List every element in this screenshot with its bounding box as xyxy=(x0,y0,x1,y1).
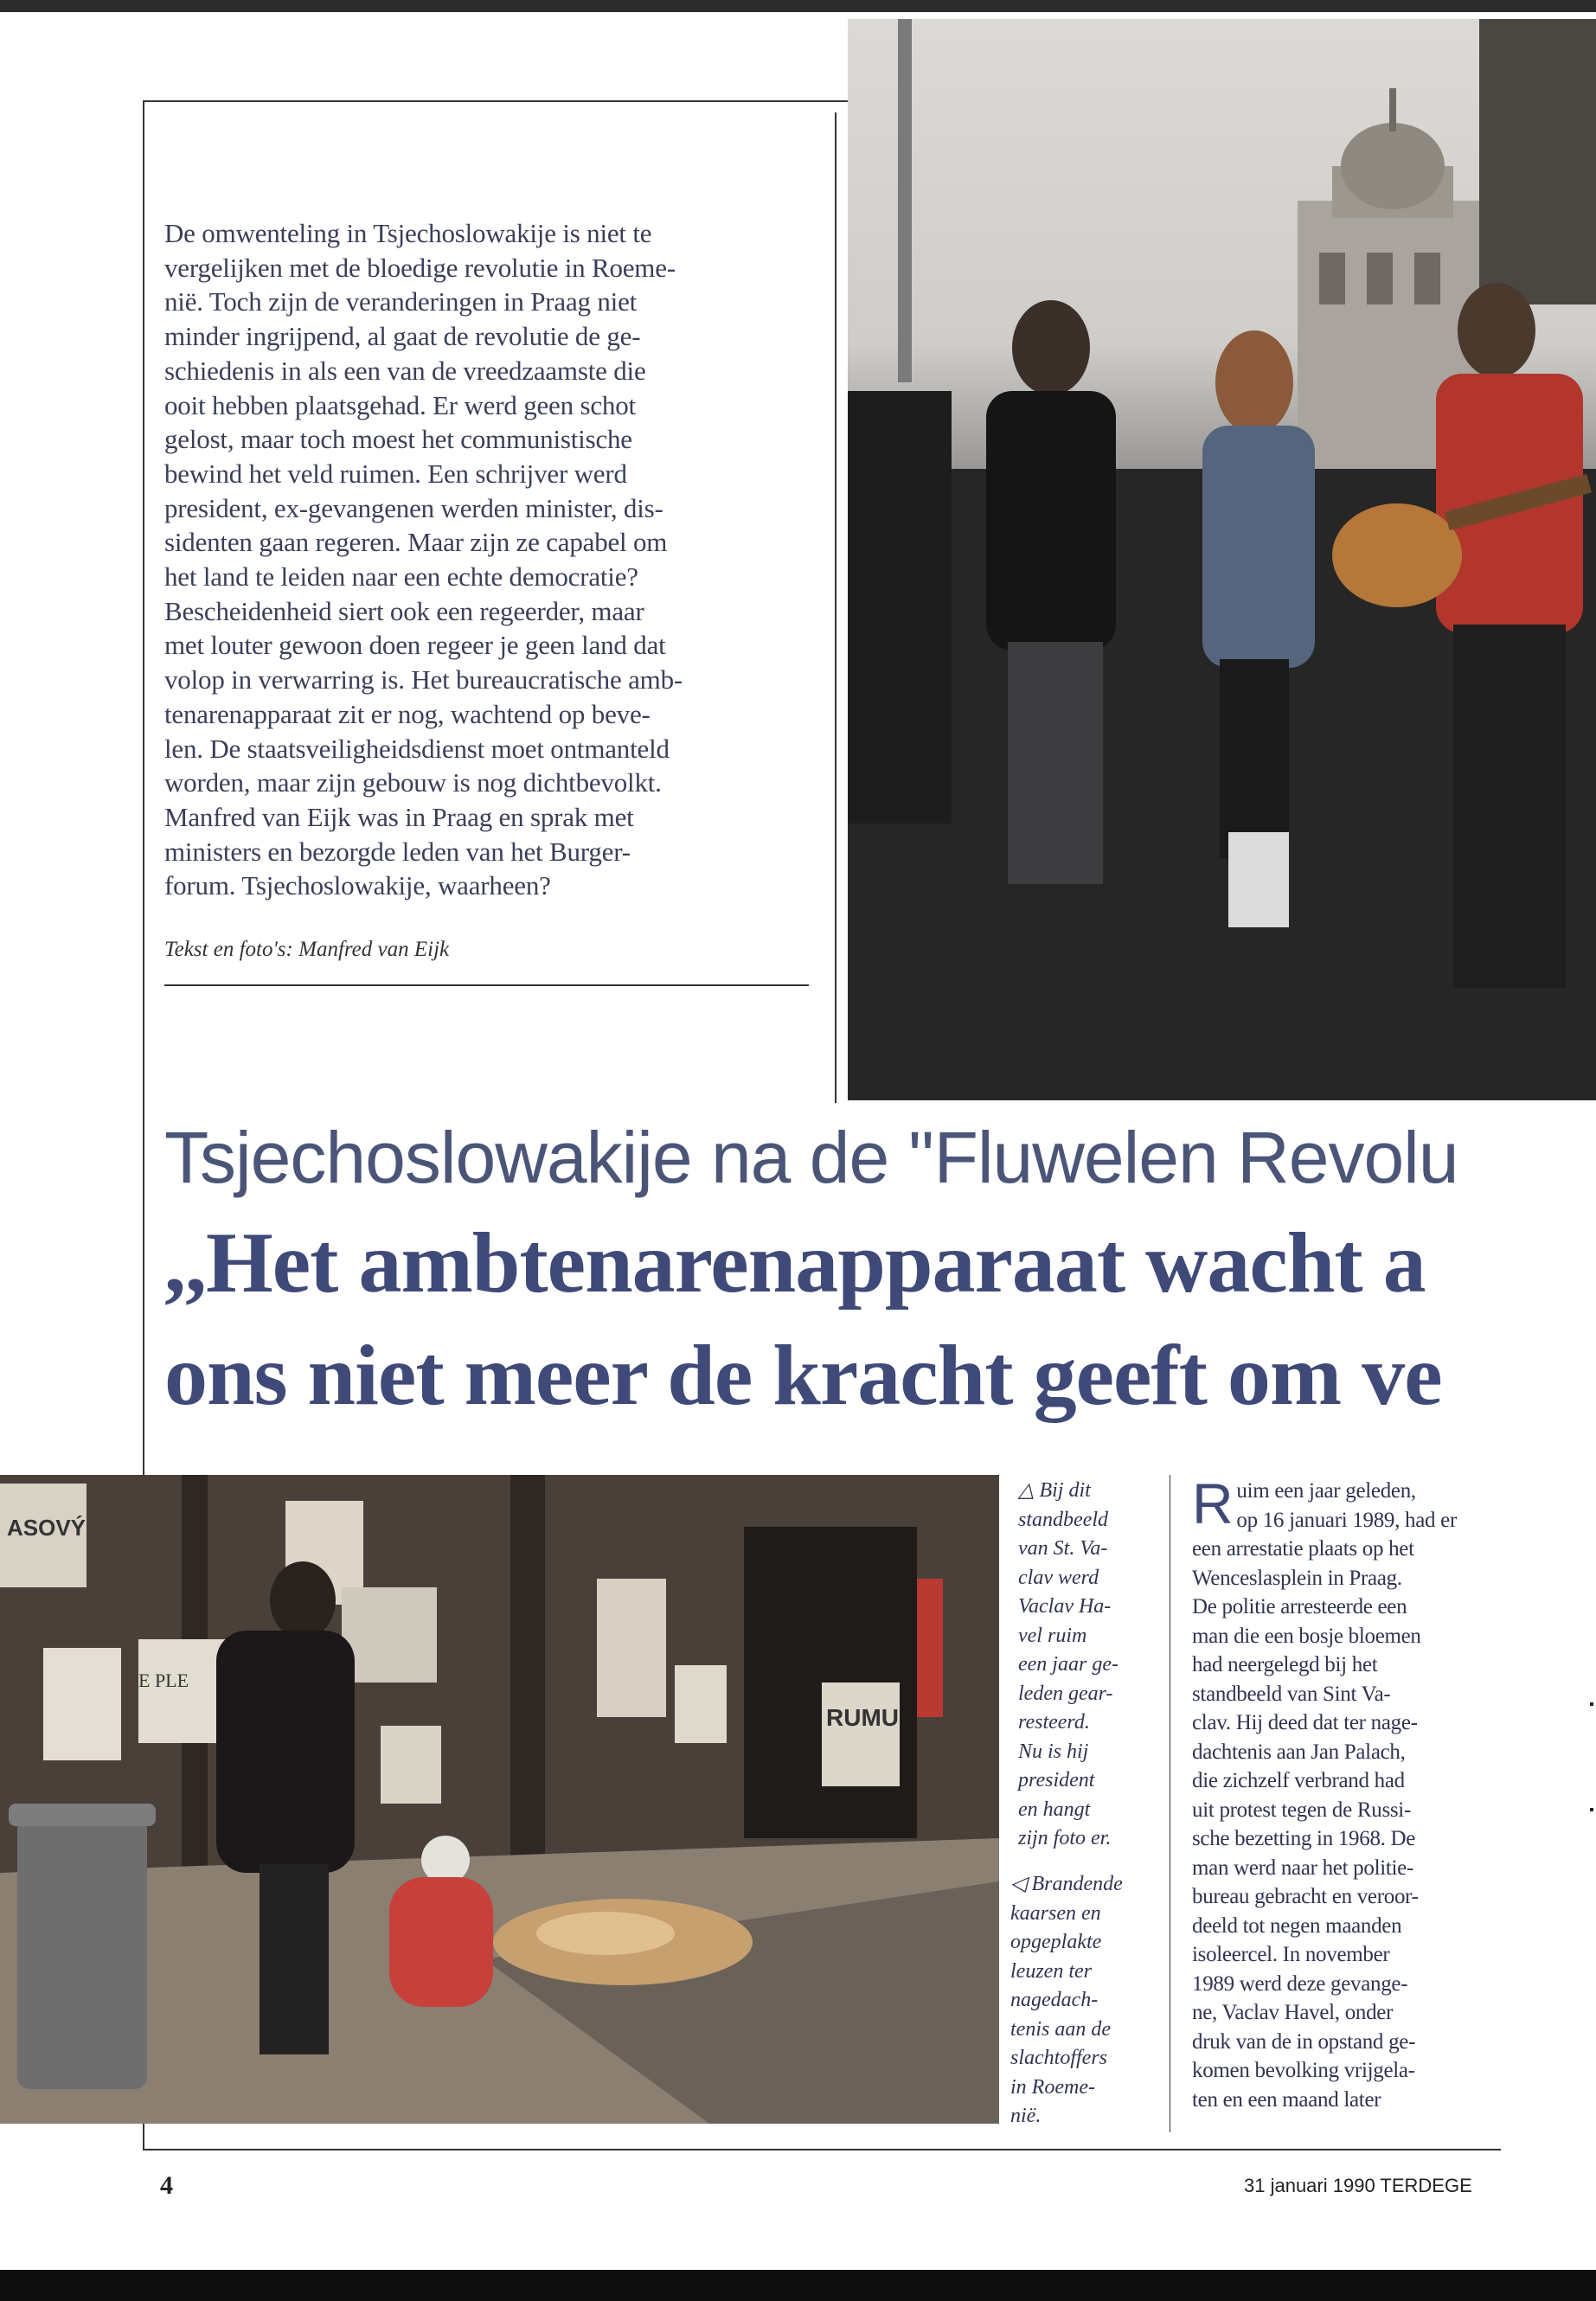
body-line: clav. Hij deed dat ter nage- xyxy=(1192,1711,1418,1734)
caption-line: een jaar ge- xyxy=(1018,1653,1118,1676)
caption-line: vel ruim xyxy=(1018,1624,1087,1647)
body-line: komen bevolking vrijgela- xyxy=(1192,2059,1415,2082)
intro-line: president, ex-gevangenen werden minister, dis- xyxy=(164,492,663,523)
intro-line: sidenten gaan regeren. Maar zijn ze capabel om xyxy=(164,527,668,558)
intro-line: volop in verwarring is. Het bureaucratische amb- xyxy=(164,664,683,695)
caption-line: Vaclav Ha- xyxy=(1018,1595,1112,1618)
caption-line: tenis aan de xyxy=(1010,2017,1111,2041)
poster-text: RUMU xyxy=(826,1704,899,1731)
caption-line: kaarsen en xyxy=(1010,1901,1101,1925)
intro-line: forum. Tsjechoslowakije, waarheen? xyxy=(164,870,551,901)
photo-wenceslas-square xyxy=(848,19,1596,1100)
caption-line: in Roeme- xyxy=(1010,2075,1095,2099)
body-line: Wenceslasplein in Praag. xyxy=(1192,1566,1402,1590)
body-line: sche bezetting in 1968. De xyxy=(1192,1827,1416,1850)
headline-line-1: ,,Het ambtenarenapparaat wacht a xyxy=(164,1215,1426,1311)
intro-line: tenarenapparaat zit er nog, wachtend op beve- xyxy=(164,698,651,729)
intro-line: minder ingrijpend, al gaat de revolutie de ge- xyxy=(164,321,641,352)
headline-line-2: ons niet meer de kracht geeft om ve xyxy=(164,1327,1442,1423)
body-line: een arrestatie plaats op het xyxy=(1192,1537,1414,1561)
intro-line: nië. Toch zijn de veranderingen in Praag niet xyxy=(164,286,638,317)
intro-text xyxy=(164,216,809,903)
drop-cap: R xyxy=(1192,1471,1234,1535)
top-border xyxy=(0,0,1596,12)
intro-line: vergelijken met de bloedige revolutie in Roeme- xyxy=(164,252,676,283)
article-kicker: Tsjechoslowakije na de ''Fluwelen Revolu xyxy=(164,1117,1458,1198)
body-line: op 16 januari 1989, had er xyxy=(1236,1508,1458,1532)
body-line: uim een jaar geleden, xyxy=(1236,1479,1416,1503)
body-line: druk van de in opstand ge- xyxy=(1192,2029,1416,2054)
caption-line: nië. xyxy=(1010,2105,1042,2127)
body-line: standbeeld van Sint Va- xyxy=(1192,1682,1391,1706)
page-number: 4 xyxy=(160,2171,173,2200)
body-line: 1989 werd deze gevange- xyxy=(1192,1971,1408,1996)
caption-line: clav werd xyxy=(1018,1566,1099,1589)
intro-line: met louter gewoon doen regeer je geen land dat xyxy=(164,630,666,661)
poster-text: E PLE xyxy=(138,1670,189,1691)
photo-wenceslas-square-drawing xyxy=(848,19,1596,1100)
intro-line: Bescheidenheid siert ook een regeerder, maar xyxy=(164,595,644,626)
caption-line: resteerd. xyxy=(1018,1711,1090,1734)
caption-line: zijn foto er. xyxy=(1018,1827,1112,1849)
photo-memorial-candles xyxy=(0,1475,999,2124)
body-line: uit protest tegen de Russi- xyxy=(1192,1798,1411,1822)
caption-line: opgeplakte xyxy=(1010,1931,1102,1953)
caption-candles xyxy=(1010,1870,1157,2131)
caption-line: nagedach- xyxy=(1010,1989,1099,2011)
body-line: die zichzelf verbrand had xyxy=(1192,1769,1405,1792)
intro-line: ooit hebben plaatsgehad. Er werd geen schot xyxy=(164,389,636,420)
caption-line: leden gear- xyxy=(1018,1682,1113,1705)
intro-line: schiedenis in als een van de vreedzaamste die xyxy=(164,355,646,386)
intro-line: ministers en bezorgde leden van het Burger- xyxy=(164,836,631,867)
body-line: had neergelegd bij het xyxy=(1192,1653,1378,1676)
intro-line: worden, maar zijn gebouw is nog dichtbevolkt. xyxy=(164,767,662,798)
issue-footer: 31 januari 1990 TERDEGE xyxy=(1244,2175,1472,2196)
body-line: isoleercel. In november xyxy=(1192,1943,1390,1966)
frame-line-left xyxy=(143,100,144,1476)
intro-line: De omwenteling in Tsjechoslowakije is niet te xyxy=(164,218,652,248)
body-line: man die een bosje bloemen xyxy=(1192,1624,1421,1648)
caption-line: president xyxy=(1018,1769,1095,1791)
body-line: deeld tot negen maanden xyxy=(1192,1913,1402,1938)
intro-line: gelost, maar toch moest het communistische xyxy=(164,424,632,455)
caption-line: ◁ Brandende xyxy=(1010,1873,1123,1895)
credit-rule xyxy=(164,984,809,986)
caption-line: Nu is hij xyxy=(1018,1740,1089,1763)
caption-statue xyxy=(1018,1477,1157,1854)
caption-line: en hangt xyxy=(1018,1798,1091,1821)
body-line: ten en een maand later xyxy=(1192,2087,1381,2112)
caption-line: leuzen ter xyxy=(1010,1959,1092,1983)
photo-memorial-candles-drawing xyxy=(0,1475,999,2124)
body-line: De politie arresteerde een xyxy=(1192,1595,1407,1618)
article-body xyxy=(1192,1471,1499,2114)
caption-line: van St. Va- xyxy=(1018,1537,1108,1560)
frame-line-bottom xyxy=(143,2149,1501,2150)
body-line: ne, Vaclav Havel, onder xyxy=(1192,2001,1394,2024)
photo-credit: Tekst en foto's: Manfred van Eijk xyxy=(164,938,450,961)
intro-line: len. De staatsveiligheidsdienst moet ontmanteld xyxy=(164,733,670,764)
intro-line: bewind het veld ruimen. Een schrijver werd xyxy=(164,458,627,489)
margin-mark xyxy=(1590,1808,1593,1811)
bottom-border xyxy=(0,2270,1596,2301)
caption-line: △ Bij dit xyxy=(1018,1479,1091,1502)
body-line: dachtenis aan Jan Palach, xyxy=(1192,1740,1406,1764)
body-line: man werd naar het politie- xyxy=(1192,1856,1413,1880)
intro-line: Manfred van Eijk was in Praag en sprak met xyxy=(164,801,634,832)
caption-line: standbeeld xyxy=(1018,1508,1108,1531)
intro-line: het land te leiden naar een echte democratie? xyxy=(164,561,638,593)
margin-mark xyxy=(1590,1702,1593,1706)
frame-line-left-bottom xyxy=(143,2124,144,2150)
body-line: bureau gebracht en veroor- xyxy=(1192,1885,1419,1908)
frame-line-mid xyxy=(835,112,836,1103)
caption-line: slachtoffers xyxy=(1010,2047,1107,2069)
poster-text: ASOVÝ xyxy=(7,1515,87,1541)
frame-line-top xyxy=(143,100,848,102)
